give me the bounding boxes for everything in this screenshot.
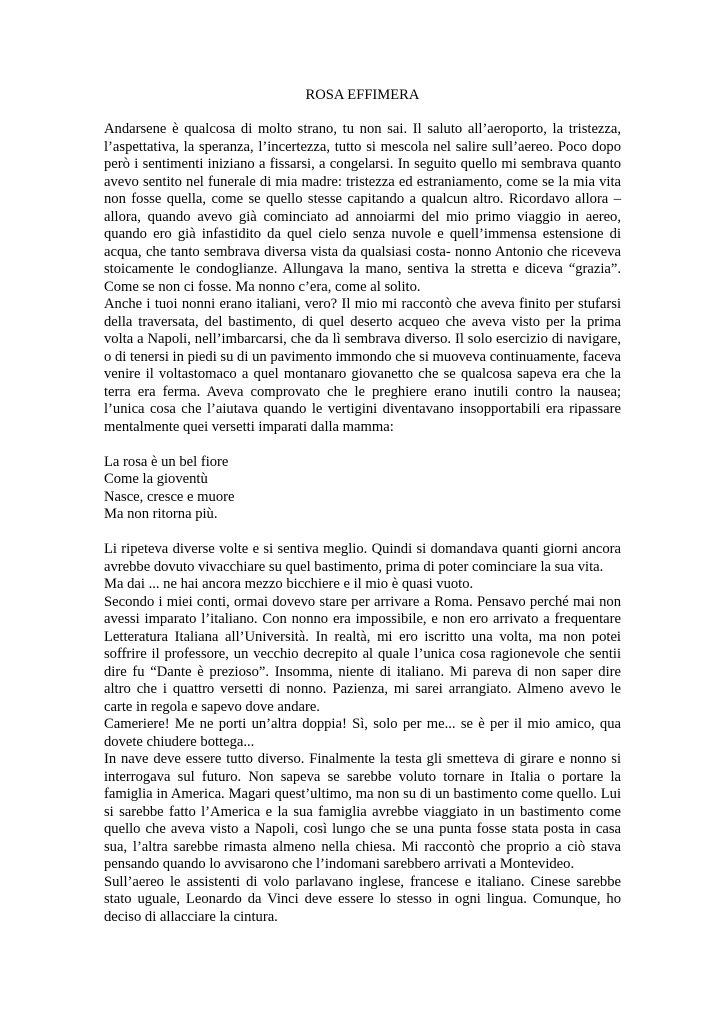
poem-line: Ma non ritorna più. — [104, 506, 218, 522]
paragraph: Andarsene è qualcosa di molto strano, tu non sai. Il saluto all’aeroporto, la tristezza, l’aspettativa, la speranza, l’incertezza, tutto si mescola nel salire sull’aereo. Poco dopo però i sentimenti iniziano a fissarsi, a congelarsi. In seguito quello mi sembrava quanto avevo sentito nel funerale di mia madre: tristezza ed estraniamento, come se la mia vita non fosse quella, come se quello stesse capitando a qualcun altro. Ricordavo allora – allora, quando avevo già cominciato ad annoiarmi del mio primo viaggio in aereo, quando ero già infastidito da quel cielo senza nuvole e quell’immensa estensione di acqua, che tanto sembrava diversa vista da qualsiasi costa- nonno Antonio che riceveva stoicamente le condoglianze. Allungava la mano, sentiva la stretta e diceva “grazia”. Come se non ci fosse. Ma nonno c’era, come al solito. — [104, 121, 621, 295]
paragraph: In nave deve essere tutto diverso. Finalmente la testa gli smetteva di girare e nonno si interrogava sul futuro. Non sapeva se sarebbe voluto tornare in Italia o portare la famiglia in America. Magari quest’ultimo, ma non su di un bastimento come quello. Lui si sarebbe fatto l’America e la sua famiglia avrebbe viaggiato in un bastimento come quello che aveva visto a Napoli, così lungo che se una punta fosse stata posta in casa sua, l’altra sarebbe rimasta almeno nella chiesa. Mi raccontò che proprio a ciò stava pensando quando lo avvisarono che l’indomani sarebbero arrivati a Montevideo. — [104, 751, 621, 872]
document-title: ROSA EFFIMERA — [305, 87, 420, 103]
poem — [104, 454, 621, 524]
paragraph: Li ripeteva diverse volte e si sentiva meglio. Quindi si domandava quanti giorni ancora avrebbe dovuto vivacchiare su quel bastimento, prima di poter cominciare la sua vita. — [104, 541, 621, 575]
paragraph: Anche i tuoi nonni erano italiani, vero? Il mio mi raccontò che aveva finito per stufarsi della traversata, del bastimento, di quel deserto acqueo che aveva visto per la prima volta a Napoli, nell’imbarcarsi, che da lì sembrava diverso. Il solo esercizio di navigare, o di tenersi in piedi su di un pavimento immondo che si muoveva continuamente, faceva venire il voltastomaco a quel montanaro giovanetto che se qualcosa sapeva era che la terra era ferma. Aveva comprovato che le preghiere erano inutili contro la nausea; l’unica cosa che l’aiutava quando le vertigini diventavano insopportabili era ripassare mentalmente quei versetti imparati dalla mamma: — [104, 296, 621, 435]
poem-line: La rosa è un bel fiore — [104, 453, 229, 470]
poem-line: Come la gioventù — [104, 471, 208, 487]
document-page — [104, 0, 621, 926]
paragraph: Sull’aereo le assistenti di volo parlavano inglese, francese e italiano. Cinese sarebbe stato uguale, Leonardo da Vinci deve essere lo stesso in ogni lingua. Comunque, ho deciso di allacciare la cintura. — [104, 873, 621, 925]
blank-line — [104, 524, 621, 542]
poem-line: Nasce, cresce e muore — [104, 488, 235, 505]
paragraph: Cameriere! Me ne porti un’altra doppia! Sì, solo per me... se è per il mio amico, qua dovete chiudere bottega... — [104, 716, 621, 750]
paragraph: Ma dai ... ne hai ancora mezzo bicchiere e il mio è quasi vuoto. — [104, 576, 474, 592]
blank-line — [104, 436, 621, 454]
paragraph: Secondo i miei conti, ormai dovevo stare per arrivare a Roma. Pensavo perché mai non avessi imparato l’italiano. Con nonno era impossibile, e non ero arrivato a frequentare Letteratura Italiana all’Università. In realtà, mi ero iscritto una volta, ma non potei soffrire il professore, un vecchio decrepito al quale l’unica cosa ragionevole che sentii dire fu “Dante è prezioso”. Insomma, niente di italiano. Mi pareva di non saper dire altro che i quattro versetti di nonno. Pazienza, mi sarei arrangiato. Almeno avevo le carte in regola e sapevo dove andare. — [104, 593, 621, 715]
